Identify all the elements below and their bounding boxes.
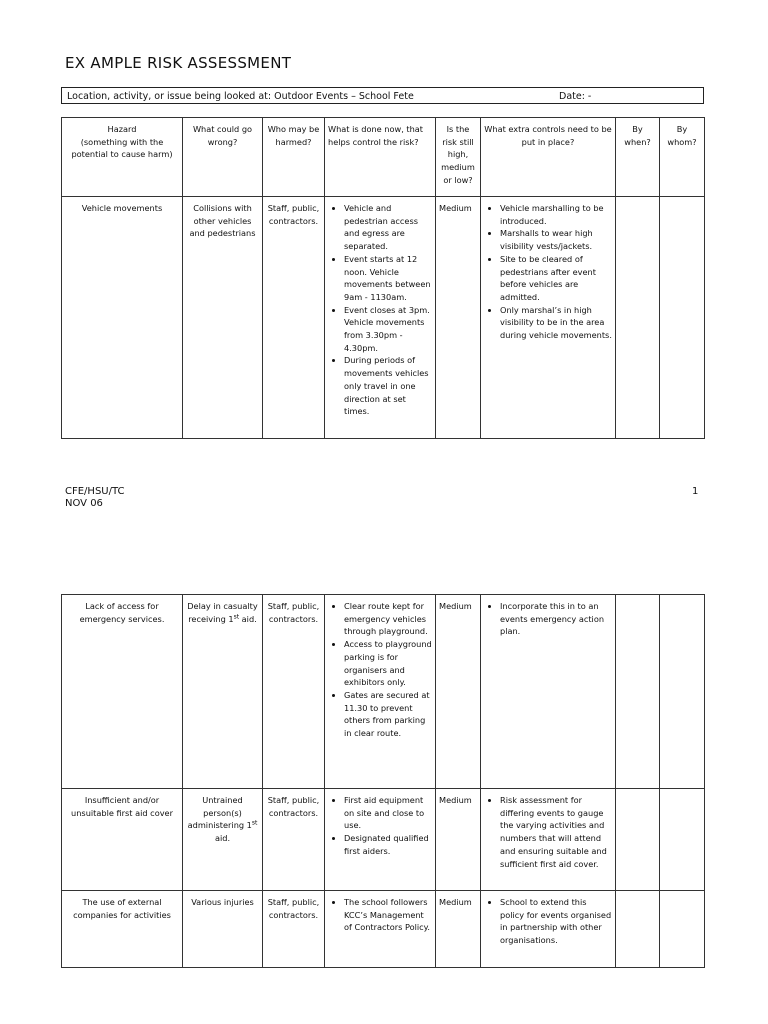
risk-table-page-1 <box>61 117 705 439</box>
date-label: Date: - <box>559 91 592 102</box>
wrong-text-end: aid. <box>239 613 257 624</box>
by-when-cell <box>616 891 660 968</box>
header-done: What is done now, that helps control the risk? <box>325 118 436 197</box>
done-item: • First aid equipment on site and close to use. <box>344 794 432 832</box>
header-wrong: What could go wrong? <box>183 118 263 197</box>
header-row <box>62 118 705 197</box>
footer-ref <box>65 486 124 510</box>
wrong-cell: Various injuries <box>183 891 263 968</box>
done-item: • Access to playground parking is for organisers and exhibitors only. <box>344 638 432 689</box>
extra-item: • Vehicle marshalling to be introduced. <box>500 202 612 227</box>
extra-cell <box>481 789 616 891</box>
header-hazard-label: Hazard <box>107 124 137 134</box>
done-item: • Vehicle and pedestrian access and egress are separated. <box>344 202 432 253</box>
extra-item: • School to extend this policy for events organised in partnership with other organisations. <box>500 896 612 947</box>
table-row <box>62 595 705 789</box>
extra-item: • Only marshal’s in high visibility to be in the area during vehicle movements. <box>500 304 612 342</box>
who-cell: Staff, public, contractors. <box>263 789 325 891</box>
location-box <box>61 87 704 104</box>
by-when-cell <box>616 595 660 789</box>
by-when-cell <box>616 789 660 891</box>
ordinal-suffix: st <box>233 612 240 620</box>
wrong-text: Untrained person(s) administering 1 <box>187 795 252 831</box>
hazard-cell: Lack of access for emergency services. <box>62 595 183 789</box>
table-row <box>62 789 705 891</box>
header-hazard-sub: (something with the potential to cause harm) <box>71 136 173 160</box>
page-title: EX AMPLE RISK ASSESSMENT <box>65 54 292 72</box>
done-item: • Designated qualified first aiders. <box>344 832 432 857</box>
header-by-when: By when? <box>616 118 660 197</box>
wrong-cell <box>183 595 263 789</box>
by-whom-cell <box>660 595 705 789</box>
done-cell <box>325 197 436 439</box>
who-cell: Staff, public, contractors. <box>263 595 325 789</box>
done-cell <box>325 789 436 891</box>
done-cell <box>325 595 436 789</box>
risk-cell: Medium <box>436 197 481 439</box>
by-whom-cell <box>660 891 705 968</box>
by-when-cell <box>616 197 660 439</box>
done-item: • The school followers KCC’s Management of Contractors Policy. <box>344 896 432 934</box>
header-by-whom: By whom? <box>660 118 705 197</box>
hazard-cell: Insufficient and/or unsuitable first aid cover <box>62 789 183 891</box>
risk-cell: Medium <box>436 891 481 968</box>
location-label: Location, activity, or issue being looked at: Outdoor Events – School Fete <box>67 91 414 102</box>
footer-ref-code: CFE/HSU/TC <box>65 486 125 497</box>
wrong-cell: Collisions with other vehicles and pedestrians <box>183 197 263 439</box>
extra-cell <box>481 197 616 439</box>
extra-item: • Risk assessment for differing events to gauge the varying activities and numbers that will attend and ensuring suitable and sufficient first aid cover. <box>500 794 612 870</box>
by-whom-cell <box>660 789 705 891</box>
who-cell: Staff, public, contractors. <box>263 891 325 968</box>
header-hazard <box>62 118 183 197</box>
extra-item: • Incorporate this in to an events emergency action plan. <box>500 600 612 638</box>
extra-cell <box>481 891 616 968</box>
footer-date: NOV 06 <box>65 498 103 509</box>
wrong-text: Delay in casualty receiving 1 <box>187 601 258 624</box>
done-item: • Event starts at 12 noon. Vehicle movements between 9am - 1130am. <box>344 253 432 304</box>
header-extra: What extra controls need to be put in place? <box>481 118 616 197</box>
extra-cell <box>481 595 616 789</box>
done-item: • Clear route kept for emergency vehicles through playground. <box>344 600 432 638</box>
wrong-text-end: aid. <box>214 833 231 844</box>
header-who: Who may be harmed? <box>263 118 325 197</box>
done-item: • During periods of movements vehicles only travel in one direction at set times. <box>344 354 432 418</box>
wrong-cell <box>183 789 263 891</box>
risk-table-page-2 <box>61 594 705 968</box>
extra-item: • Marshalls to wear high visibility vests/jackets. <box>500 227 612 252</box>
by-whom-cell <box>660 197 705 439</box>
hazard-cell: The use of external companies for activities <box>62 891 183 968</box>
risk-cell: Medium <box>436 789 481 891</box>
who-cell: Staff, public, contractors. <box>263 197 325 439</box>
table-row <box>62 197 705 439</box>
extra-item: • Site to be cleared of pedestrians after event before vehicles are admitted. <box>500 253 612 304</box>
done-item: • Event closes at 3pm. Vehicle movements from 3.30pm - 4.30pm. <box>344 304 432 355</box>
hazard-cell: Vehicle movements <box>62 197 183 439</box>
done-item: • Gates are secured at 11.30 to prevent others from parking in clear route. <box>344 689 432 740</box>
ordinal-suffix: st <box>251 819 258 827</box>
table-row <box>62 891 705 968</box>
risk-cell: Medium <box>436 595 481 789</box>
done-cell <box>325 891 436 968</box>
page-number: 1 <box>692 486 699 497</box>
header-risk: Is the risk still high, medium or low? <box>436 118 481 197</box>
